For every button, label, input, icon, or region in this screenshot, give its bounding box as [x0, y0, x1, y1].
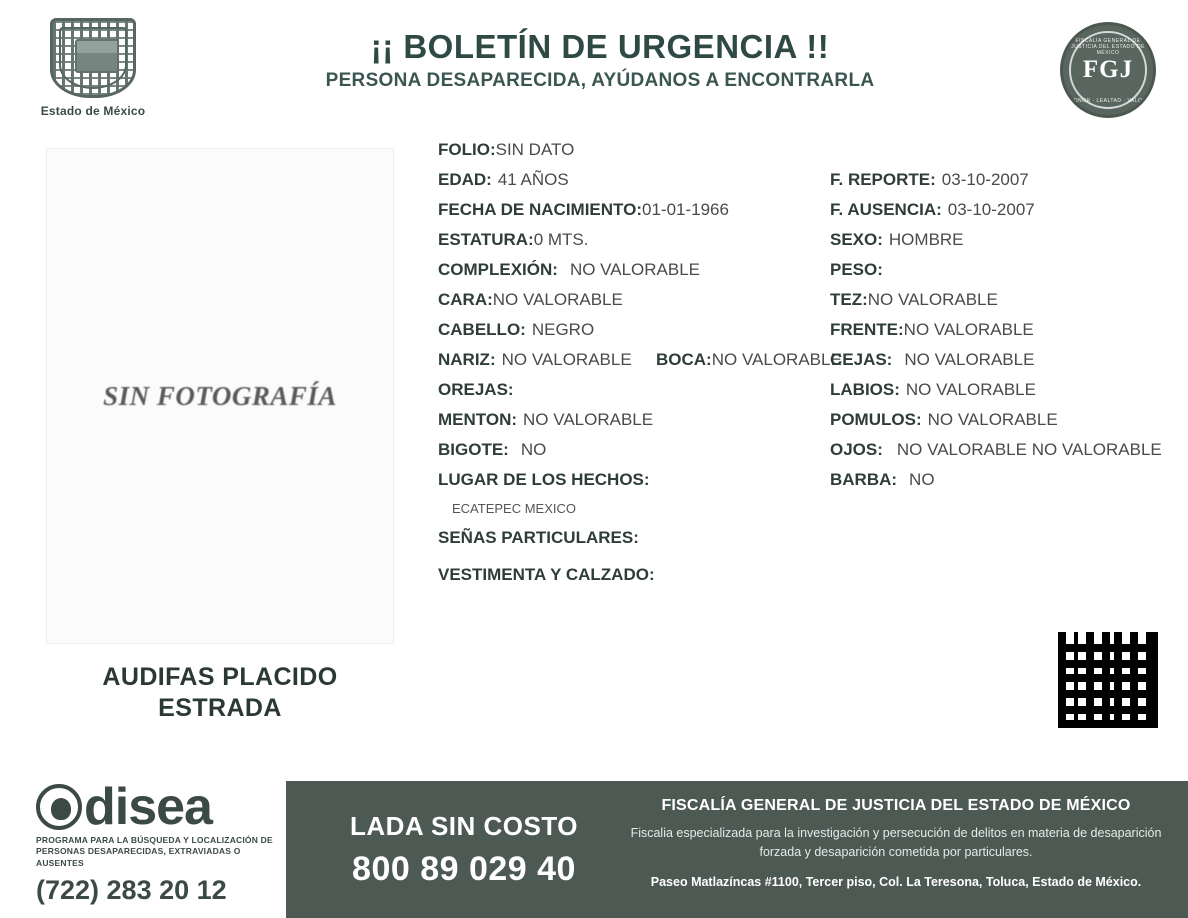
field-peso-value — [883, 260, 889, 279]
page-subtitle: PERSONA DESAPARECIDA, AYÚDANOS A ENCONTRARLA — [325, 70, 875, 91]
data-row-nacimiento-ausencia — [438, 200, 1188, 230]
fgj-monogram: FGJ — [1082, 56, 1134, 83]
field-tez-label: TEZ: — [830, 290, 868, 309]
field-f-ausencia-label: F. AUSENCIA: — [830, 200, 942, 219]
field-sexo-value: HOMBRE — [888, 230, 964, 249]
lada-block — [314, 811, 614, 889]
field-complexion — [438, 260, 700, 280]
data-row-nariz-boca-cejas — [438, 350, 1188, 380]
data-row-senas — [438, 528, 1188, 565]
institution-block — [616, 797, 1176, 891]
field-edad — [438, 170, 569, 190]
field-barba-value: NO — [909, 470, 935, 489]
field-sexo-label: SEXO: — [830, 230, 883, 249]
field-orejas-value — [514, 380, 520, 399]
field-f-ausencia — [830, 200, 1035, 220]
field-ojos-value: NO VALORABLE NO VALORABLE — [896, 440, 1162, 459]
field-fecha-nacimiento — [438, 200, 729, 220]
field-pomulos-value: NO VALORABLE — [927, 410, 1058, 429]
field-orejas — [438, 380, 520, 400]
disea-logo — [36, 778, 284, 836]
field-complexion-label: COMPLEXIÓN: — [438, 260, 558, 279]
field-labios — [830, 380, 1036, 400]
person-name: AUDIFAS PLACIDO ESTRADA — [102, 663, 338, 723]
data-row-bigote-ojos — [438, 440, 1188, 470]
field-complexion-value: NO VALORABLE — [569, 260, 701, 279]
institution-description: Fiscalia especializada para la investigación y persecución de delitos en materia de desaparición forzada y desaparición cometida por particulares. — [630, 826, 1162, 859]
field-folio-value: SIN DATO — [495, 140, 575, 159]
field-nariz-label: NARIZ: — [438, 350, 496, 369]
field-cara-value: NO VALORABLE — [492, 290, 623, 309]
lada-number: 800 89 029 40 — [352, 850, 576, 888]
data-row-estatura-sexo — [438, 230, 1188, 260]
field-senas-particulares — [438, 528, 645, 548]
disea-logo-text: disea — [84, 778, 212, 836]
field-frente-value: NO VALORABLE — [903, 320, 1034, 339]
field-menton-label: MENTON: — [438, 410, 518, 429]
field-senas-particulares-label: SEÑAS PARTICULARES: — [438, 528, 639, 547]
field-vestimenta-label: VESTIMENTA Y CALZADO: — [438, 565, 655, 584]
data-row-edad-reporte — [438, 170, 1188, 200]
field-menton — [438, 410, 653, 430]
field-senas-particulares-value — [639, 528, 645, 547]
field-boca-label: BOCA: — [656, 350, 712, 369]
field-menton-value: NO VALORABLE — [523, 410, 654, 429]
field-cejas — [830, 350, 1034, 370]
field-frente-label: FRENTE: — [830, 320, 904, 339]
qr-code[interactable] — [1058, 632, 1158, 728]
field-lugar-hechos-value-wrap — [438, 500, 576, 518]
fgj-top-arc-text: FISCALÍA GENERAL DE JUSTICIA DEL ESTADO DE MÉXICO — [1071, 38, 1145, 56]
institution-name: FISCALÍA GENERAL DE JUSTICIA DEL ESTADO DE MÉXICO — [661, 797, 1131, 814]
data-row-lugar-barba — [438, 470, 1188, 500]
state-shield-icon — [50, 18, 136, 98]
field-estatura — [438, 230, 589, 250]
field-f-reporte-label: F. REPORTE: — [830, 170, 936, 189]
state-seal-caption: Estado de México — [40, 104, 146, 118]
field-labios-value: NO VALORABLE — [905, 380, 1036, 399]
field-cara-label: CARA: — [438, 290, 493, 309]
field-folio-label: FOLIO: — [438, 140, 496, 159]
fgj-bottom-arc-text: HONOR · LEALTAD · VALOR — [1069, 98, 1147, 104]
header — [0, 0, 1188, 130]
data-row-orejas-labios — [438, 380, 1188, 410]
data-row-lugar-value — [438, 500, 1188, 528]
data-row-cabello-frente — [438, 320, 1188, 350]
field-estatura-label: ESTATURA: — [438, 230, 534, 249]
field-folio — [438, 140, 574, 160]
fgj-seal — [1060, 22, 1156, 118]
photo-placeholder-text: SIN FOTOGRAFÍA — [103, 380, 337, 411]
field-ojos — [830, 440, 1162, 460]
disea-phone: (722) 283 20 12 — [36, 875, 227, 906]
lada-title: LADA SIN COSTO — [349, 811, 578, 841]
data-row-vestimenta — [438, 565, 1188, 595]
data-row-cara-tez — [438, 290, 1188, 320]
field-barba-label: BARBA: — [830, 470, 898, 489]
institution-address: Paseo Matlazíncas #1100, Tercer piso, Col. La Teresona, Toluca, Estado de México. — [650, 874, 1142, 889]
field-frente — [830, 320, 1034, 340]
data-row-complexion-peso — [438, 260, 1188, 290]
field-boca — [656, 350, 842, 370]
field-bigote-label: BIGOTE: — [438, 440, 509, 459]
field-f-ausencia-value: 03-10-2007 — [947, 200, 1035, 219]
field-tez — [830, 290, 998, 310]
field-fecha-nacimiento-value: 01-01-1966 — [642, 200, 729, 219]
title-block — [230, 28, 970, 92]
field-edad-label: EDAD: — [438, 170, 492, 189]
page-title: ¡¡ BOLETÍN DE URGENCIA !! — [370, 28, 830, 65]
disea-subtitle: PROGRAMA PARA LA BÚSQUEDA Y LOCALIZACIÓN DE PERSONAS DESAPARECIDAS, EXTRAVIADAS O AUSENTES — [36, 835, 273, 868]
field-bigote — [438, 440, 546, 460]
field-peso-label: PESO: — [830, 260, 883, 279]
field-boca-value: NO VALORABLE — [711, 350, 842, 369]
field-cara — [438, 290, 623, 310]
field-sexo — [830, 230, 964, 250]
field-edad-value: 41 AÑOS — [497, 170, 569, 189]
field-nariz — [438, 350, 632, 370]
field-cejas-value: NO VALORABLE — [904, 350, 1035, 369]
field-pomulos-label: POMULOS: — [830, 410, 922, 429]
field-lugar-hechos-label: LUGAR DE LOS HECHOS: — [438, 470, 650, 489]
field-vestimenta — [438, 565, 661, 585]
field-cabello — [438, 320, 594, 340]
person-data-grid — [438, 140, 1188, 595]
field-peso — [830, 260, 889, 280]
field-barba — [830, 470, 935, 490]
field-f-reporte-value: 03-10-2007 — [941, 170, 1029, 189]
estado-de-mexico-seal — [38, 18, 148, 118]
field-lugar-hechos-value: ECATEPEC MEXICO — [452, 501, 577, 516]
field-pomulos — [830, 410, 1058, 430]
field-ojos-label: OJOS: — [830, 440, 883, 459]
disea-program-block — [36, 778, 284, 906]
disea-mark-icon — [36, 784, 82, 830]
field-fecha-nacimiento-label: FECHA DE NACIMIENTO: — [438, 200, 642, 219]
field-f-reporte — [830, 170, 1029, 190]
field-estatura-value: 0 MTS. — [533, 230, 589, 249]
field-cabello-value: NEGRO — [531, 320, 595, 339]
footer-dark-panel — [286, 781, 1188, 918]
footer — [0, 773, 1188, 918]
field-lugar-hechos — [438, 470, 650, 490]
field-labios-label: LABIOS: — [830, 380, 900, 399]
field-vestimenta-value — [655, 565, 661, 584]
field-orejas-label: OREJAS: — [438, 380, 514, 399]
field-bigote-value: NO — [520, 440, 547, 459]
field-cabello-label: CABELLO: — [438, 320, 526, 339]
field-nariz-value: NO VALORABLE — [501, 350, 632, 369]
data-row-folio — [438, 140, 1188, 170]
field-tez-value: NO VALORABLE — [867, 290, 998, 309]
photo-placeholder — [46, 148, 394, 644]
data-row-menton-pomulos — [438, 410, 1188, 440]
field-cejas-label: CEJAS: — [830, 350, 893, 369]
